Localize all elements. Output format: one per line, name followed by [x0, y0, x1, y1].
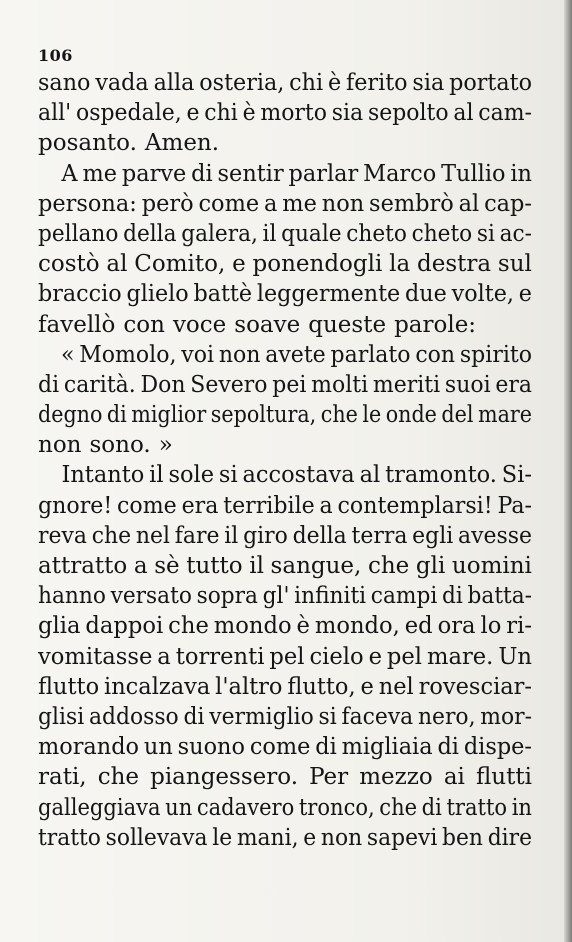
text-line: attratto a sè tutto il sangue, che gli uomini — [38, 553, 532, 579]
text-line: all' ospedale, e chi è morto sia sepolto al cam- — [38, 100, 532, 127]
text-line: non sono. » — [38, 432, 173, 459]
text-line: degno di miglior sepoltura, che le onde del mare — [38, 402, 533, 429]
text-line: di carità. Don Severo pei molti meriti suoi era — [38, 371, 532, 398]
text-line: pellano della galera, il quale cheto cheto si ac- — [38, 220, 532, 247]
text-line: costò al Comito, e ponendogli la destra sul — [38, 251, 532, 278]
text-line: Intanto il sole si accostava al tramonto. Si- — [61, 462, 532, 489]
text-line: A me parve di sentir parlar Marco Tullio in — [61, 160, 532, 187]
page-edge-shadow — [564, 0, 572, 942]
text-line: « Momolo, voi non avete parlato con spirito — [60, 341, 533, 368]
text-line: glia dappoi che mondo è mondo, ed ora lo ri- — [38, 613, 532, 640]
text-line: braccio glielo battè leggermente due volte, e — [38, 281, 532, 308]
text-line: favellò con voce soave queste parole: — [38, 311, 477, 338]
text-line: gnore! come era terribile a contemplarsi! Pa- — [38, 492, 532, 519]
text-line: rati, che piangessero. Per mezzo ai flutti — [38, 764, 532, 791]
text-line: vomitasse a torrenti pel cielo e pel mare. Un — [38, 643, 532, 670]
text-line: persona: però come a me non sembrò al cap- — [38, 190, 533, 217]
text-line: reva che nel fare il giro della terra egli avesse — [38, 522, 532, 549]
text-line: sano vada alla osteria, chi è ferito sia portato — [38, 70, 533, 96]
text-line: tratto sollevava le mani, e non sapevi ben dire — [38, 824, 533, 851]
page-number: 106 — [38, 46, 73, 65]
body-text — [38, 68, 532, 853]
text-line: hanno versato sopra gl' infiniti campi di batta- — [38, 583, 533, 610]
text-line: posanto. Amen. — [38, 130, 220, 157]
text-line: flutto incalzava l'altro flutto, e nel rovesciar- — [38, 673, 533, 700]
text-line: galleggiava un cadavero tronco, che di tratto in — [38, 794, 532, 821]
text-line: morando un suono come di migliaia di dispe- — [38, 734, 533, 761]
text-line: glisi addosso di vermiglio si faceva nero, mor- — [38, 703, 533, 730]
